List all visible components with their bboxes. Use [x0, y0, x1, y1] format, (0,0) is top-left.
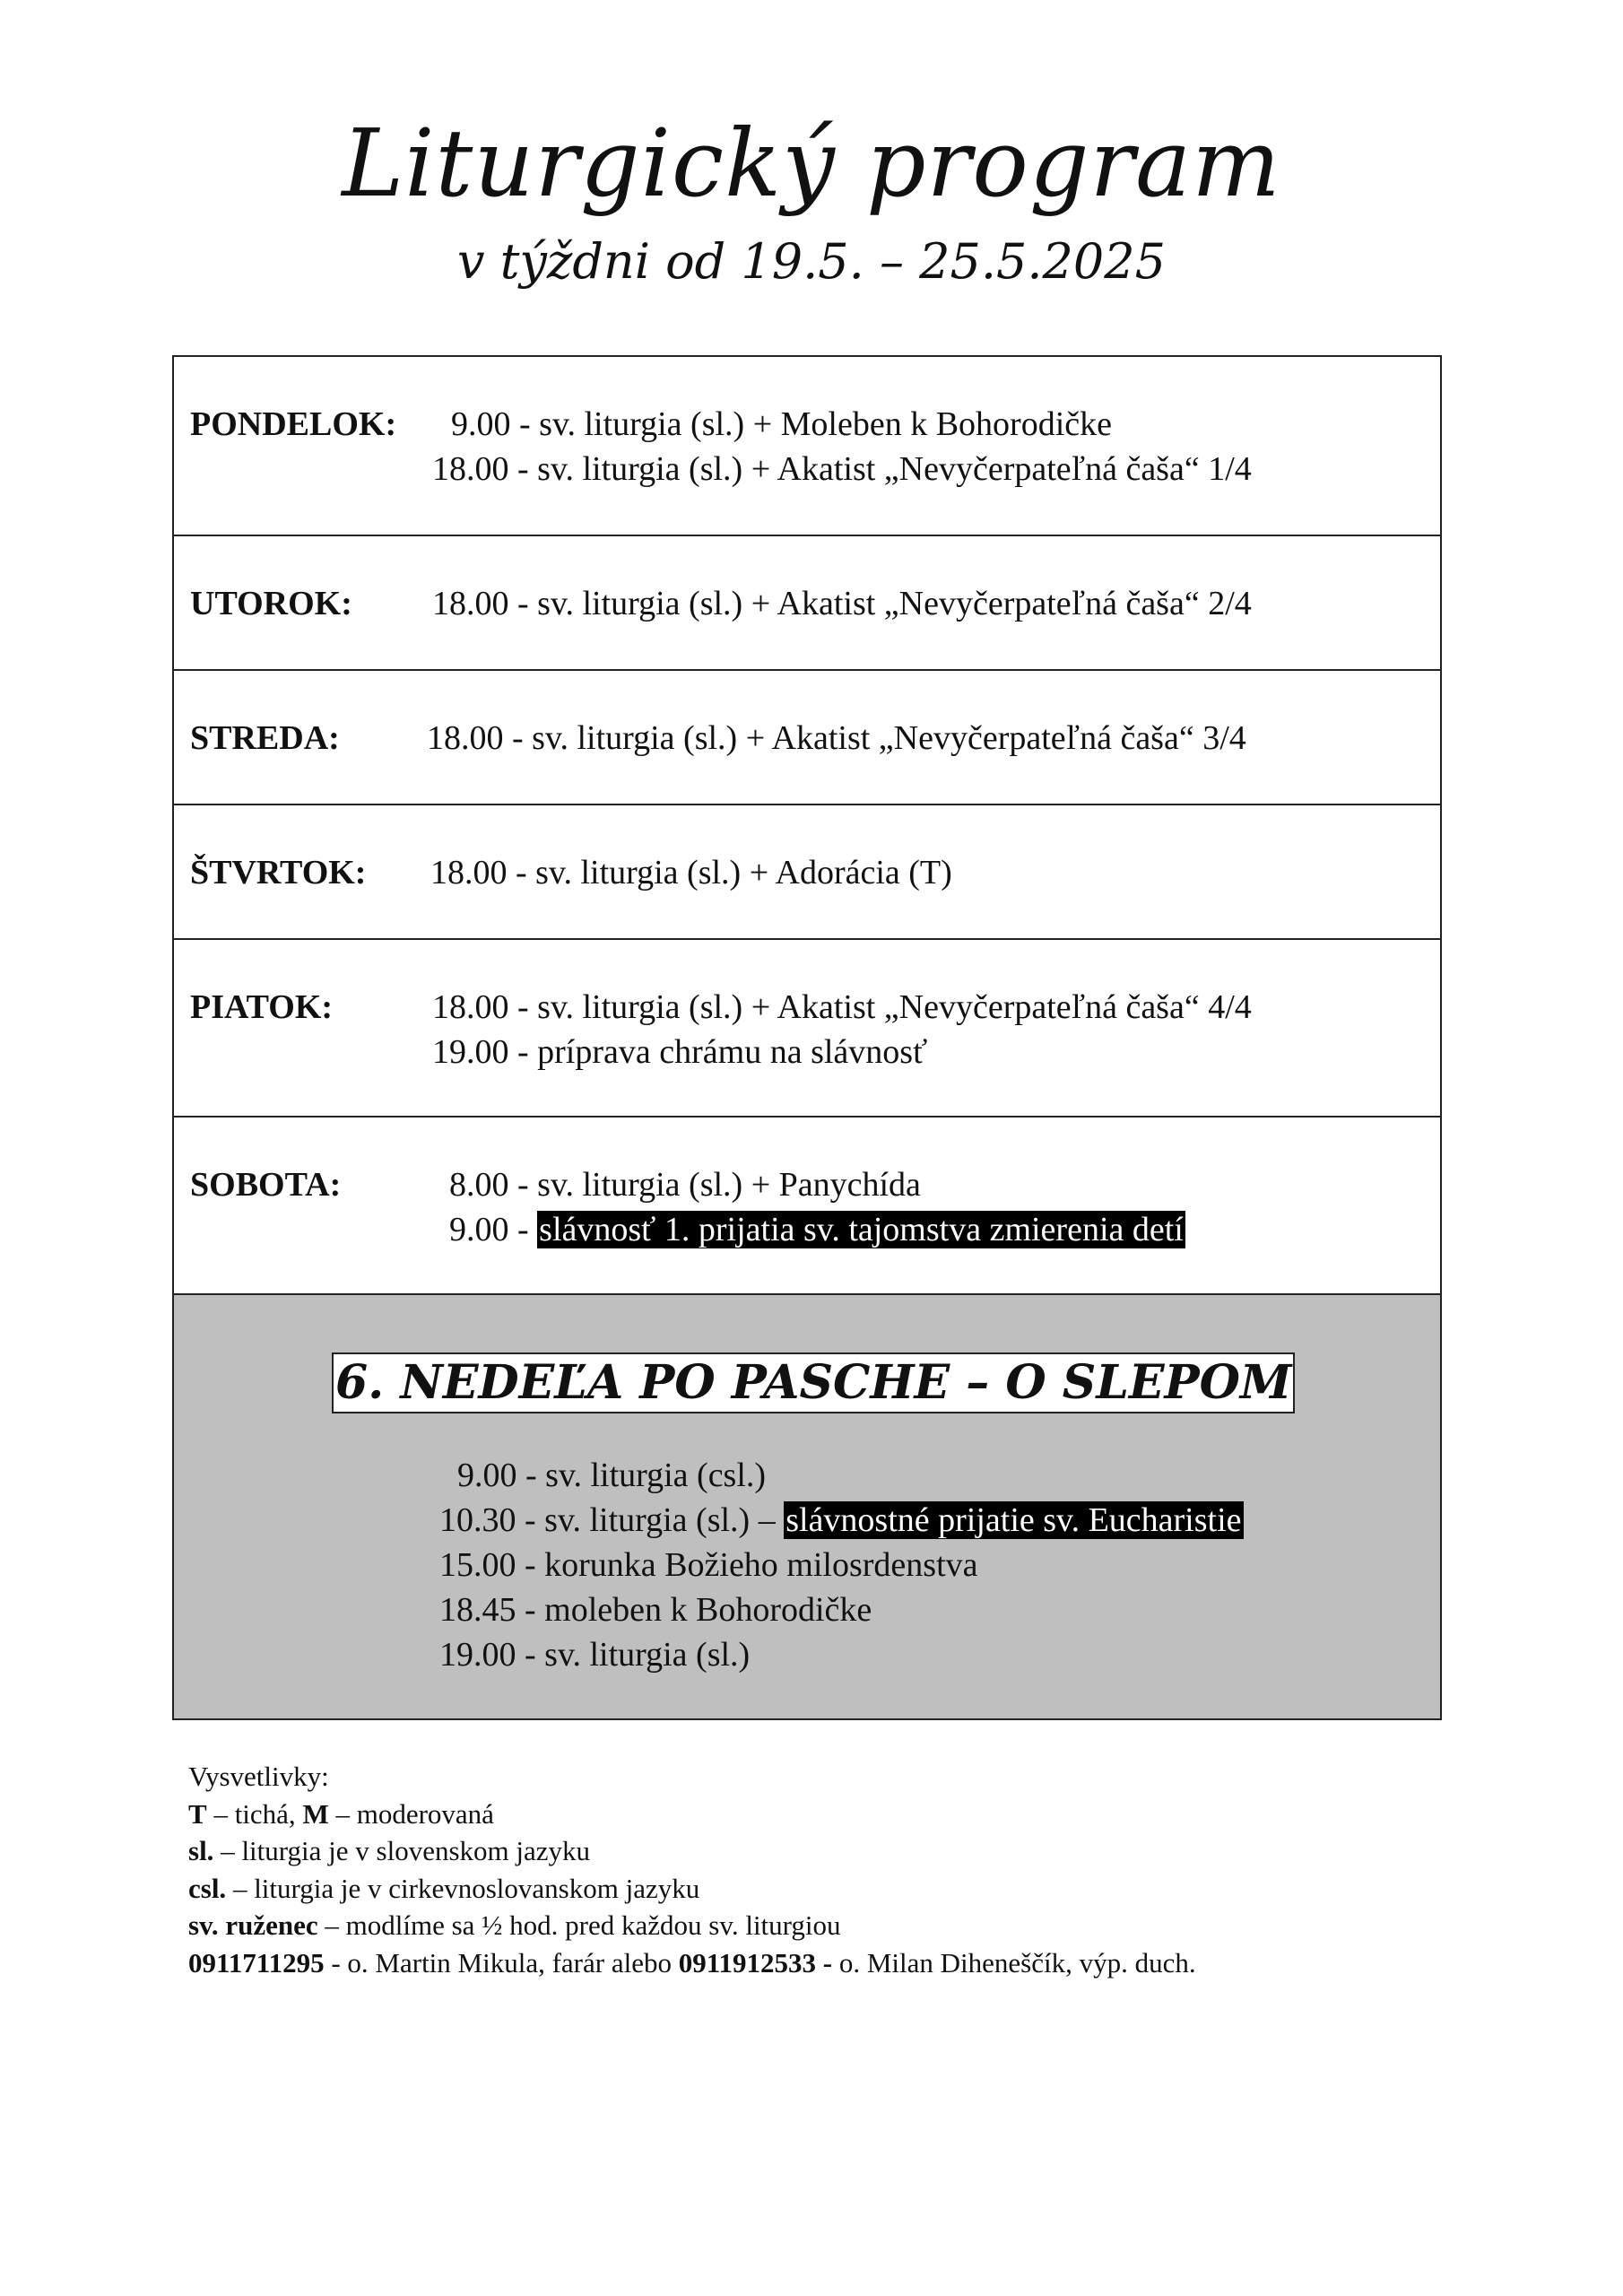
row-utorok: [174, 536, 1440, 671]
legend-text: – moderovaná: [328, 1797, 494, 1830]
highlighted-event: slávnostné prijatie sv. Eucharistie: [785, 1501, 1242, 1539]
legend-line: [188, 1832, 1196, 1870]
day-label-stvrtok: ŠTVRTOK:: [190, 854, 367, 891]
row-streda: [174, 671, 1440, 805]
sunday-section: [174, 1295, 1440, 1718]
event-line: 18.00 - sv. liturgia (sl.) + Akatist „Nevyčerpateľná čaša“ 3/4: [427, 719, 1246, 757]
day-label-piatok: PIATOK:: [190, 988, 334, 1026]
legend-heading: Vysvetlivky:: [188, 1761, 329, 1792]
legend-key: sl.: [188, 1835, 214, 1866]
row-stvrtok: [174, 805, 1440, 940]
event-line: 18.00 - sv. liturgia (sl.) + Adorácia (T): [430, 854, 952, 891]
sunday-title: 6. NEDEĽA PO PASCHE – O SLEPOM: [332, 1352, 1295, 1413]
contact-line: [188, 1944, 1196, 1982]
event-line: 18.00 - sv. liturgia (sl.) + Akatist „Nevyčerpateľná čaša“ 4/4: [432, 988, 1252, 1026]
legend-text: – liturgia je v cirkevnoslovanskom jazyku: [226, 1872, 700, 1904]
legend-key: M: [302, 1797, 329, 1830]
legend-line: [188, 1907, 1196, 1944]
event-line: 18.45 - moleben k Bohorodičke: [439, 1591, 872, 1629]
row-sobota: [174, 1118, 1440, 1295]
row-pondelok: [174, 357, 1440, 536]
event-line: 19.00 - príprava chrámu na slávnosť: [432, 1033, 928, 1071]
legend-text: – liturgia je v slovenskom jazyku: [213, 1835, 591, 1866]
phone-number: 0911912533 -: [678, 1946, 833, 1979]
highlighted-event: slávnosť 1. prijatia sv. tajomstva zmierenia detí: [539, 1211, 1184, 1248]
event-time: 10.30 - sv. liturgia (sl.) –: [439, 1501, 785, 1539]
event-line: 18.00 - sv. liturgia (sl.) + Akatist „Nevyčerpateľná čaša“ 1/4: [432, 450, 1252, 488]
phone-number: 0911711295: [188, 1946, 325, 1979]
legend-key: csl.: [188, 1872, 227, 1904]
event-line: 9.00 - sv. liturgia (csl.): [457, 1457, 767, 1494]
day-label-streda: STREDA:: [190, 719, 340, 757]
contact-text: o. Milan Diheneščík, výp. duch.: [832, 1946, 1196, 1979]
schedule-table: [172, 355, 1442, 1720]
day-label-sobota: SOBOTA:: [190, 1166, 342, 1204]
event-line: 15.00 - korunka Božieho milosrdenstva: [439, 1546, 978, 1584]
legend: [188, 1758, 1196, 1981]
page-title: Liturgický program: [342, 109, 1281, 218]
contact-text: - o. Martin Mikula, farár alebo: [324, 1946, 679, 1979]
legend-line: [188, 1796, 1196, 1833]
event-line: [439, 1498, 1244, 1543]
row-piatok: [174, 940, 1440, 1118]
event-line: 18.00 - sv. liturgia (sl.) + Akatist „Nevyčerpateľná čaša“ 2/4: [432, 585, 1252, 622]
legend-line: [188, 1870, 1196, 1908]
page-subtitle: v týždni od 19.5. – 25.5.2025: [457, 233, 1166, 290]
day-label-pondelok: PONDELOK:: [190, 405, 397, 443]
legend-text: – modlíme sa ½ hod. pred každou sv. liturgiou: [317, 1909, 841, 1941]
day-label-utorok: UTOROK:: [190, 585, 352, 622]
legend-key: T: [188, 1797, 207, 1830]
legend-text: – tichá,: [206, 1797, 303, 1830]
event-time: 9.00 -: [449, 1211, 538, 1248]
event-line: [449, 1207, 1185, 1252]
event-line: 9.00 - sv. liturgia (sl.) + Moleben k Bohorodičke: [451, 405, 1112, 443]
legend-key: sv. ruženec: [188, 1909, 318, 1941]
event-line: 8.00 - sv. liturgia (sl.) + Panychída: [449, 1166, 921, 1204]
event-line: 19.00 - sv. liturgia (sl.): [439, 1636, 751, 1674]
